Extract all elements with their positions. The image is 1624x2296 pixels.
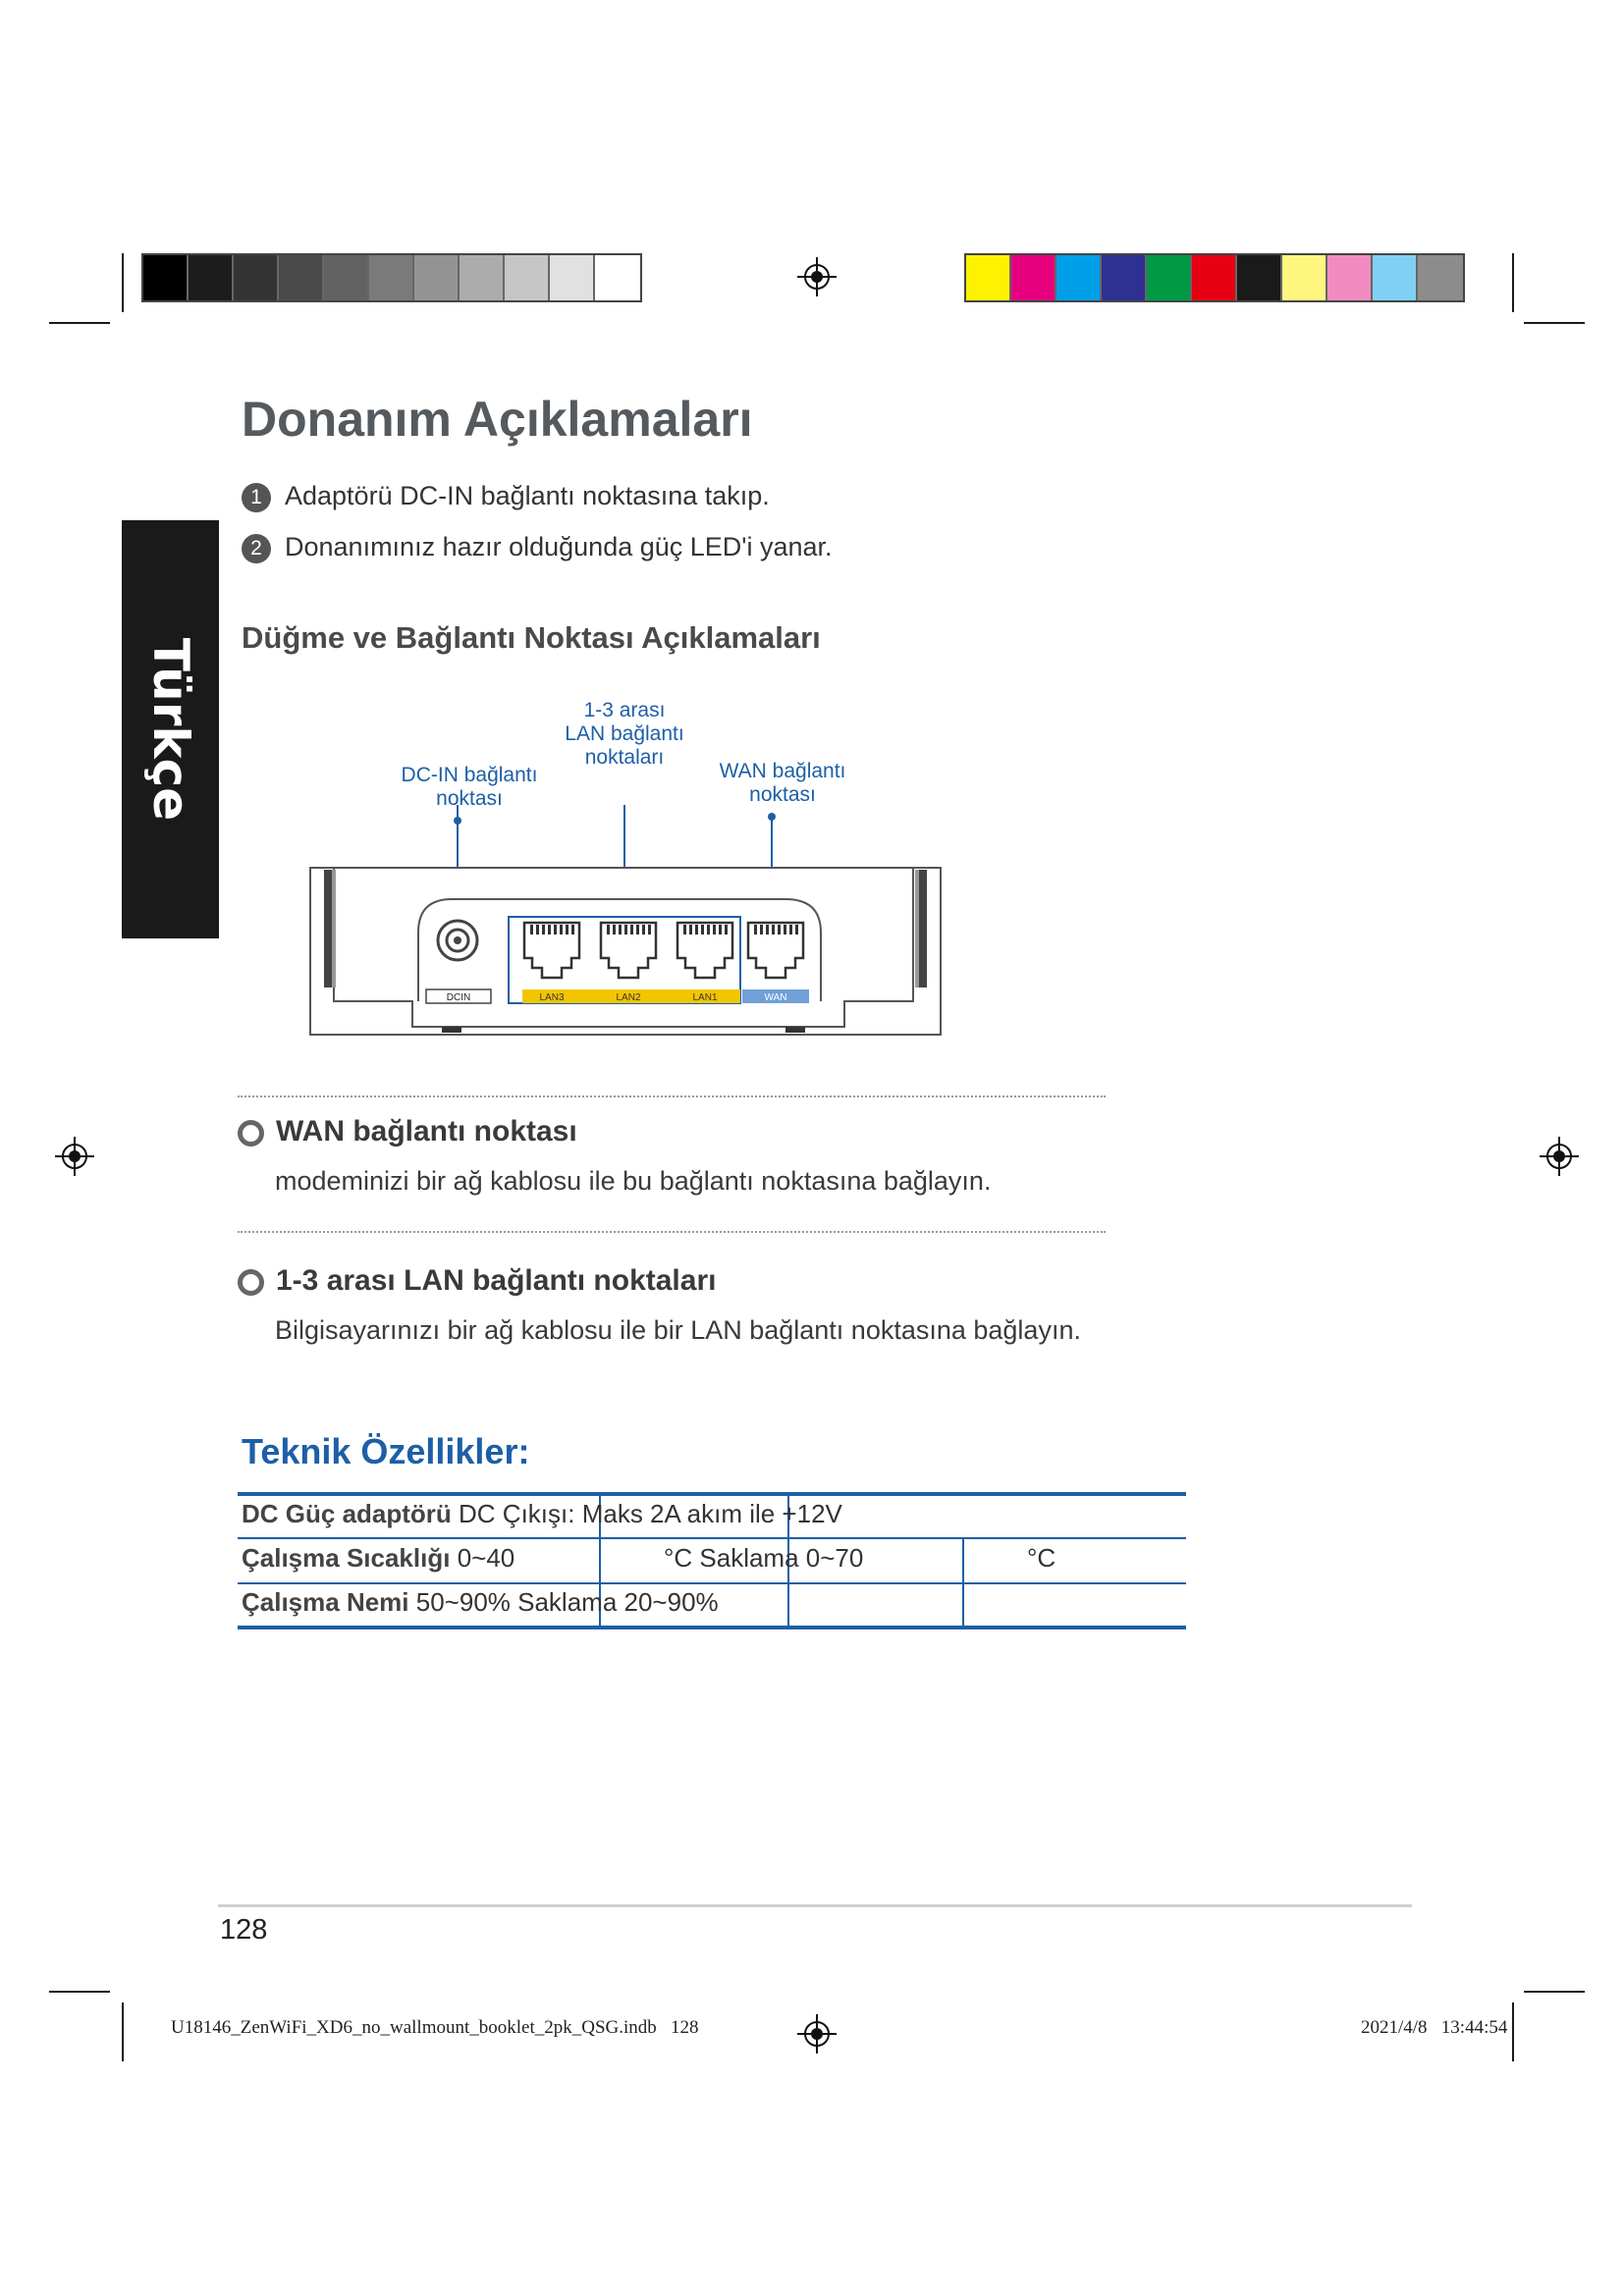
color-swatch	[1147, 255, 1192, 300]
crop-mark	[1524, 1991, 1585, 1993]
color-swatch	[1237, 255, 1282, 300]
spec-row-humidity: Çalışma Nemi 50~90% Saklama 20~90%	[242, 1587, 719, 1617]
color-swatch	[1282, 255, 1327, 300]
port-pin	[542, 925, 545, 934]
port-pin	[536, 925, 539, 934]
spec-row-temperature: Çalışma Sıcaklığı 0~40	[242, 1543, 515, 1573]
step-number-icon: 1	[242, 483, 271, 512]
port-pin	[630, 925, 633, 934]
port-pin	[713, 925, 716, 934]
table-row-divider	[238, 1582, 1186, 1584]
port-pin	[701, 925, 704, 934]
ports-section-title: Düğme ve Bağlantı Noktası Açıklamaları	[242, 620, 821, 655]
grayscale-swatch	[505, 255, 550, 300]
step-1	[242, 481, 770, 512]
color-swatch	[1418, 255, 1463, 300]
language-side-tab	[122, 520, 219, 938]
port-pin	[560, 925, 563, 934]
color-swatch	[1011, 255, 1056, 300]
port-pin	[795, 925, 798, 934]
grayscale-swatch	[550, 255, 595, 300]
port-lan-title: 1-3 arası LAN bağlantı noktaları	[238, 1264, 716, 1298]
grayscale-swatch	[143, 255, 189, 300]
grayscale-bar	[141, 253, 642, 302]
page-number: 128	[220, 1914, 268, 1946]
divider	[238, 1231, 1106, 1233]
grayscale-swatch	[324, 255, 369, 300]
footer-rule	[218, 1904, 1412, 1907]
footer-file-info: U18146_ZenWiFi_XD6_no_wallmount_booklet_2pk_QSG.indb 128	[171, 2017, 699, 2038]
port-pin	[613, 925, 616, 934]
step-number-icon: 2	[242, 534, 271, 563]
port-pin	[530, 925, 533, 934]
registration-mark-icon	[55, 1137, 94, 1176]
spec-row-temperature-unit: °C	[1027, 1543, 1056, 1573]
table-bottom-border	[238, 1626, 1186, 1629]
bullet-ring-icon	[238, 1120, 264, 1147]
step-text: Adaptörü DC-IN bağlantı noktasına takıp.	[285, 481, 770, 510]
spec-row-temperature-storage: °C Saklama 0~70	[664, 1543, 864, 1573]
port-pin	[624, 925, 627, 934]
divider	[238, 1095, 1106, 1097]
color-bar	[964, 253, 1465, 302]
port-pin	[642, 925, 645, 934]
port-pin	[571, 925, 574, 934]
crop-mark	[122, 2002, 124, 2061]
step-2	[242, 532, 833, 563]
grayscale-swatch	[234, 255, 279, 300]
port-pin	[548, 925, 551, 934]
color-swatch	[1192, 255, 1237, 300]
port-pin	[754, 925, 757, 934]
port-pin	[566, 925, 568, 934]
label-lan3: LAN3	[539, 992, 565, 1003]
specs-title: Teknik Özellikler:	[242, 1431, 530, 1471]
table-col-divider	[962, 1539, 964, 1629]
port-pin	[760, 925, 763, 934]
port-pin	[707, 925, 710, 934]
color-swatch	[1327, 255, 1373, 300]
page-title: Donanım Açıklamaları	[242, 392, 753, 447]
port-wan-desc: modeminizi bir ağ kablosu ile bu bağlantı noktasına bağlayın.	[275, 1166, 992, 1196]
step-text: Donanımınız hazır olduğunda güç LED'i yanar.	[285, 532, 833, 561]
port-wan-title: WAN bağlantı noktası	[238, 1115, 577, 1148]
port-pin	[772, 925, 775, 934]
port-pin	[766, 925, 769, 934]
callout-dcin: DC-IN bağlantı noktası	[401, 764, 538, 811]
port-pin	[683, 925, 686, 934]
label-dcin: DCIN	[446, 992, 471, 1003]
port-pin	[725, 925, 728, 934]
port-pin	[607, 925, 610, 934]
port-pin	[695, 925, 698, 934]
side-tab-label: Türkçe	[141, 637, 199, 822]
port-pin	[719, 925, 722, 934]
crop-mark	[1524, 322, 1585, 324]
grayscale-swatch	[369, 255, 414, 300]
color-swatch	[1056, 255, 1102, 300]
color-swatch	[1373, 255, 1418, 300]
label-lan2: LAN2	[616, 992, 641, 1003]
callout-lan: 1-3 arası LAN bağlantı noktaları	[565, 699, 684, 770]
port-pin	[689, 925, 692, 934]
registration-mark-icon	[797, 257, 837, 296]
port-pin	[636, 925, 639, 934]
port-pin	[784, 925, 786, 934]
crop-mark	[1512, 2002, 1514, 2061]
footer-date: 2021/4/8 13:44:54	[1361, 2017, 1508, 2038]
table-top-border	[238, 1492, 1186, 1496]
color-swatch	[966, 255, 1011, 300]
grayscale-swatch	[279, 255, 324, 300]
label-lan1: LAN1	[692, 992, 718, 1003]
port-pin	[648, 925, 651, 934]
label-wan: WAN	[764, 992, 787, 1003]
port-pin	[778, 925, 781, 934]
bullet-ring-icon	[238, 1269, 264, 1296]
grayscale-swatch	[414, 255, 460, 300]
crop-mark	[49, 1991, 110, 1993]
port-pin	[619, 925, 622, 934]
port-pin	[789, 925, 792, 934]
grayscale-swatch	[189, 255, 234, 300]
crop-mark	[122, 253, 124, 312]
spec-row-power: DC Güç adaptörü DC Çıkışı: Maks 2A akım ile +12V	[242, 1499, 842, 1528]
port-lan-desc: Bilgisayarınızı bir ağ kablosu ile bir LAN bağlantı noktasına bağlayın.	[275, 1315, 1081, 1345]
callout-wan: WAN bağlantı noktası	[719, 760, 846, 807]
grayscale-swatch	[595, 255, 640, 300]
registration-mark-icon	[1540, 1137, 1579, 1176]
table-row-divider	[238, 1537, 1186, 1539]
router-back-panel-diagram	[295, 805, 962, 1050]
registration-mark-icon	[797, 2014, 837, 2054]
grayscale-swatch	[460, 255, 505, 300]
crop-mark	[1512, 253, 1514, 312]
color-swatch	[1102, 255, 1147, 300]
port-pin	[554, 925, 557, 934]
crop-mark	[49, 322, 110, 324]
